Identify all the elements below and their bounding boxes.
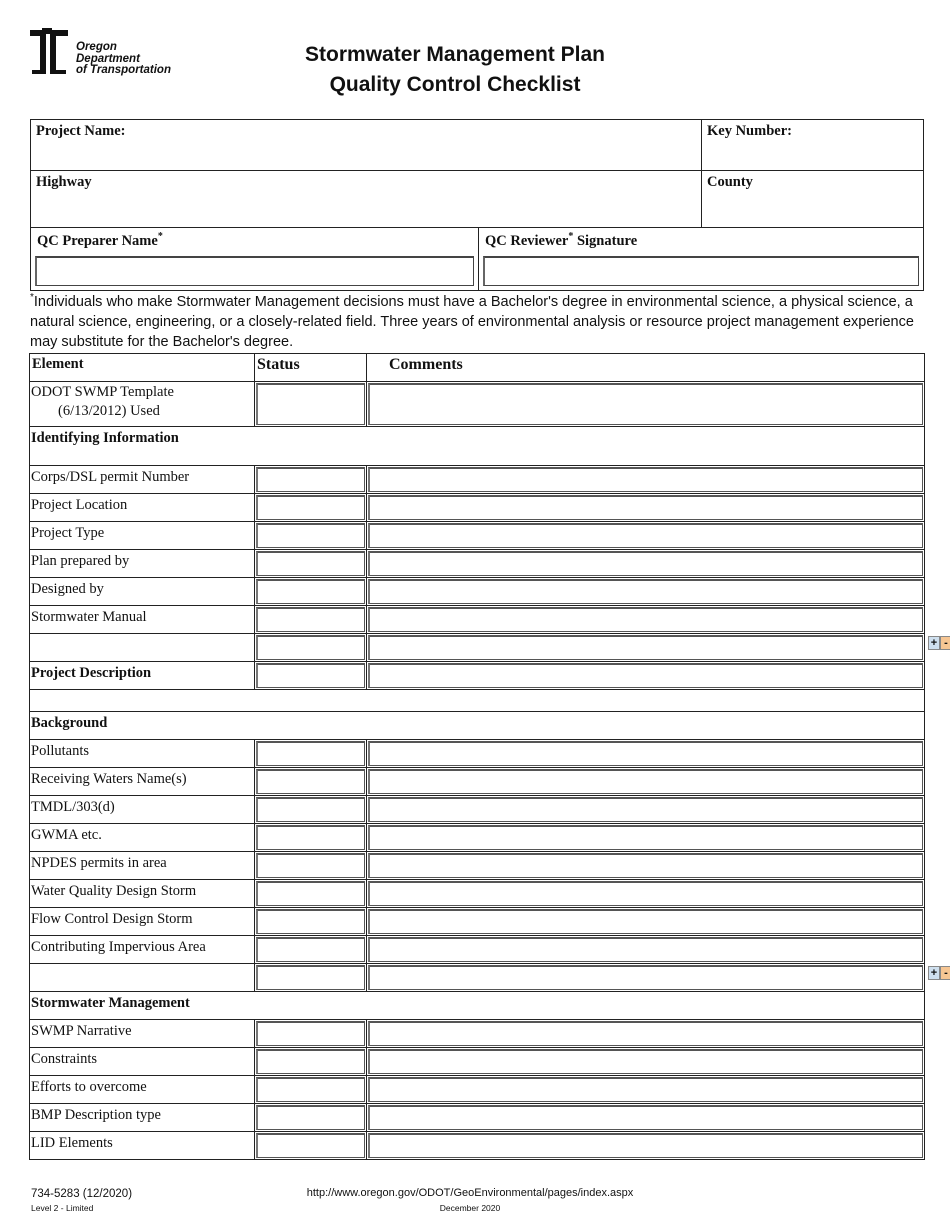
template-line2: (6/13/2012) Used	[58, 403, 160, 419]
status-input[interactable]	[256, 965, 365, 990]
odot-logo-text	[76, 42, 171, 77]
section-row-identifying	[29, 427, 925, 466]
table-row	[29, 578, 925, 606]
checklist-table	[29, 353, 948, 1160]
odot-logo-mark-icon	[28, 26, 74, 78]
element-label: BMP Description type	[31, 1107, 161, 1123]
element-label	[30, 382, 254, 426]
row-controls	[928, 636, 950, 650]
comments-input[interactable]	[368, 1077, 923, 1102]
asterisk: *	[568, 231, 574, 242]
add-row-button[interactable]: +	[928, 636, 940, 650]
remove-row-button[interactable]: -	[940, 966, 950, 980]
status-input[interactable]	[256, 383, 365, 425]
footer-url-link[interactable]: http://www.oregon.gov/ODOT/GeoEnvironmental/pages/index.aspx	[306, 1187, 634, 1199]
table-row-blank	[29, 634, 948, 662]
comments-input[interactable]	[368, 769, 923, 794]
column-header-comments: Comments	[366, 354, 924, 381]
remove-row-button[interactable]: -	[940, 636, 950, 650]
section-row-background	[29, 712, 925, 740]
header-row-highway	[31, 171, 923, 228]
comments-input[interactable]	[368, 467, 923, 492]
element-label: SWMP Narrative	[31, 1023, 132, 1039]
element-label: Designed by	[31, 581, 104, 597]
table-row	[29, 796, 925, 824]
element-label: Contributing Impervious Area	[31, 939, 206, 955]
table-row	[29, 740, 925, 768]
comments-input[interactable]	[368, 741, 923, 766]
element-input-blank[interactable]	[30, 964, 254, 991]
status-input[interactable]	[256, 467, 365, 492]
spacer-row	[29, 690, 925, 712]
section-heading: Stormwater Management	[31, 995, 190, 1011]
page-title	[230, 40, 680, 100]
comments-input[interactable]	[368, 383, 923, 425]
comments-input[interactable]	[368, 607, 923, 632]
logo-line2: Department	[76, 52, 140, 65]
row-controls	[928, 966, 950, 980]
qc-reviewer-signature-input[interactable]	[483, 256, 919, 286]
status-input[interactable]	[256, 495, 365, 520]
element-label: Pollutants	[31, 743, 90, 759]
status-input[interactable]	[256, 663, 365, 688]
comments-input[interactable]	[368, 937, 923, 962]
comments-input[interactable]	[368, 579, 923, 604]
element-label: Stormwater Manual	[31, 609, 147, 625]
comments-input[interactable]	[368, 1021, 923, 1046]
county-label: County	[707, 174, 753, 190]
highway-field[interactable]	[31, 171, 701, 227]
comments-input[interactable]	[368, 853, 923, 878]
qc-reviewer-label: QC Reviewer	[485, 232, 569, 249]
project-name-label: Project Name:	[36, 123, 126, 139]
element-label: Project Location	[31, 497, 128, 513]
column-header-status: Status	[254, 354, 366, 381]
table-row	[29, 880, 925, 908]
odot-logo	[28, 26, 208, 80]
form-number: 734-5283 (12/2020)	[31, 1188, 133, 1200]
comments-input[interactable]	[368, 825, 923, 850]
footer-date: December 2020	[439, 1203, 501, 1213]
status-input[interactable]	[256, 881, 365, 906]
element-label: Water Quality Design Storm	[31, 883, 197, 899]
comments-input[interactable]	[368, 635, 923, 660]
table-header-row	[29, 354, 925, 382]
status-input[interactable]	[256, 853, 365, 878]
footer-url-block	[270, 1187, 670, 1213]
column-header-element: Element	[32, 356, 84, 372]
status-input[interactable]	[256, 769, 365, 794]
element-label: Project Type	[31, 525, 105, 541]
logo-line1: Oregon	[76, 41, 117, 53]
comments-input[interactable]	[368, 1133, 923, 1158]
table-row	[29, 1076, 925, 1104]
status-input[interactable]	[256, 741, 365, 766]
table-row	[29, 824, 925, 852]
comments-input[interactable]	[368, 663, 923, 688]
section-heading: Identifying Information	[31, 430, 179, 446]
comments-input[interactable]	[368, 1105, 923, 1130]
form-level: Level 2 - Limited	[31, 1203, 94, 1213]
comments-input[interactable]	[368, 909, 923, 934]
asterisk: *	[157, 231, 163, 242]
element-label: TMDL/303(d)	[31, 799, 115, 815]
element-input-blank[interactable]	[30, 634, 254, 661]
template-line1: ODOT SWMP Template	[31, 384, 174, 400]
key-number-field[interactable]	[701, 120, 923, 170]
table-row	[29, 1020, 925, 1048]
table-row	[29, 494, 925, 522]
table-row-project-description	[29, 662, 925, 690]
table-row	[29, 852, 925, 880]
qc-preparer-input[interactable]	[35, 256, 474, 286]
comments-input[interactable]	[368, 551, 923, 576]
element-label: NPDES permits in area	[31, 855, 167, 871]
title-line1: Stormwater Management Plan	[305, 43, 605, 66]
header-row-project	[31, 120, 923, 171]
comments-input[interactable]	[368, 523, 923, 548]
add-row-button[interactable]: +	[928, 966, 940, 980]
project-name-field[interactable]	[31, 120, 701, 170]
qc-preparer-cell	[31, 228, 478, 290]
element-label: Flow Control Design Storm	[31, 911, 193, 927]
table-row	[29, 522, 925, 550]
table-row	[29, 382, 925, 427]
status-input[interactable]	[256, 579, 365, 604]
section-row-stormwater	[29, 992, 925, 1020]
table-row	[29, 466, 925, 494]
table-row	[29, 768, 925, 796]
header-row-qc	[31, 228, 923, 290]
comments-input[interactable]	[368, 797, 923, 822]
qualification-note	[30, 288, 930, 352]
element-label: Corps/DSL permit Number	[31, 469, 190, 485]
table-row	[29, 606, 925, 634]
status-input[interactable]	[256, 607, 365, 632]
status-input[interactable]	[256, 635, 365, 660]
status-input[interactable]	[256, 1021, 365, 1046]
asterisk: *	[30, 292, 34, 303]
comments-input[interactable]	[368, 965, 923, 990]
highway-label: Highway	[36, 174, 92, 190]
logo-line3: of Transportation	[76, 64, 171, 76]
qc-reviewer-signature-label: Signature	[573, 232, 638, 249]
status-input[interactable]	[256, 937, 365, 962]
qualification-note-text: Individuals who make Stormwater Management decisions must have a Bachelor's degree in environmental science, a physical science, a natural science, engineering, or a closely-related field. Three years of environmental analysis or resource project management experience may substitute for the Bachelor's degree.	[30, 293, 914, 350]
table-row	[29, 1104, 925, 1132]
qc-preparer-label: QC Preparer Name	[37, 232, 158, 249]
element-label: Receiving Waters Name(s)	[31, 771, 187, 787]
section-heading: Background	[31, 715, 108, 731]
comments-input[interactable]	[368, 1049, 923, 1074]
element-label: GWMA etc.	[31, 827, 102, 843]
comments-input[interactable]	[368, 881, 923, 906]
element-label: Plan prepared by	[31, 553, 130, 569]
table-row	[29, 908, 925, 936]
status-input[interactable]	[256, 551, 365, 576]
status-input[interactable]	[256, 797, 365, 822]
key-number-label: Key Number:	[707, 123, 792, 139]
qc-reviewer-cell	[478, 228, 923, 290]
table-row	[29, 550, 925, 578]
element-label: Constraints	[31, 1051, 98, 1067]
title-line2: Quality Control Checklist	[329, 73, 581, 96]
status-input[interactable]	[256, 1105, 365, 1130]
status-input[interactable]	[256, 1133, 365, 1158]
status-input[interactable]	[256, 1049, 365, 1074]
footer-form-info	[31, 1188, 132, 1213]
table-row	[29, 1132, 925, 1160]
table-row-blank	[29, 964, 948, 992]
section-heading: Project Description	[31, 665, 152, 681]
element-label: Efforts to overcome	[31, 1079, 147, 1095]
county-field[interactable]	[701, 171, 923, 227]
status-input[interactable]	[256, 523, 365, 548]
project-header-form	[30, 119, 924, 291]
status-input[interactable]	[256, 909, 365, 934]
status-input[interactable]	[256, 1077, 365, 1102]
comments-input[interactable]	[368, 495, 923, 520]
element-label: LID Elements	[31, 1135, 113, 1151]
table-row	[29, 936, 925, 964]
status-input[interactable]	[256, 825, 365, 850]
table-row	[29, 1048, 925, 1076]
